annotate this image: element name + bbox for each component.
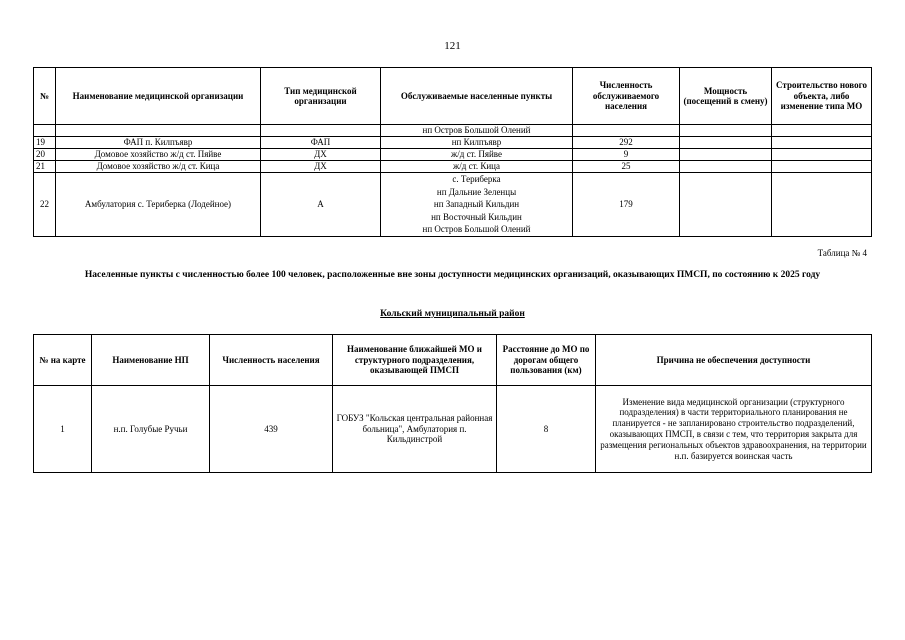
- cell-number: 20: [34, 149, 56, 161]
- settlement-line: нп Восточный Кильдин: [431, 211, 522, 222]
- col-header-reason: Причина не обеспечения доступности: [596, 335, 872, 386]
- medical-organizations-table: [33, 67, 872, 237]
- table-row: [34, 386, 872, 473]
- cell-org-name: Домовое хозяйство ж/д ст. Пяйве: [56, 149, 261, 161]
- settlement-line: нп Остров Большой Олений: [422, 224, 531, 235]
- col-header-nearest-mo: Наименование ближайшей МО и структурного подразделения, оказывающей ПМСП: [333, 335, 497, 386]
- cell-construction: [772, 125, 872, 137]
- cell-population: 439: [210, 386, 333, 473]
- cell-org-type: [261, 125, 381, 137]
- cell-settlement-name: н.п. Голубые Ручьи: [92, 386, 210, 473]
- cell-population: 179: [573, 173, 680, 237]
- cell-org-type: ДХ: [261, 149, 381, 161]
- cell-number: 22: [34, 173, 56, 237]
- col-header-org-name: Наименование медицинской организации: [56, 68, 261, 125]
- page-number: 121: [444, 40, 461, 52]
- cell-capacity: [680, 149, 772, 161]
- cell-capacity: [680, 173, 772, 237]
- table-caption: Таблица № 4: [817, 248, 867, 258]
- cell-org-name: [56, 125, 261, 137]
- col-header-distance: Расстояние до МО по дорогам общего пользования (км): [497, 335, 596, 386]
- cell-org-name: Домовое хозяйство ж/д ст. Кица: [56, 161, 261, 173]
- col-header-settlement-name: Наименование НП: [92, 335, 210, 386]
- col-header-map-number: № на карте: [34, 335, 92, 386]
- cell-reason: Изменение вида медицинской организации (структурного подразделения) в части территориального планирования не планируется - не запланировано строительство подразделений, оказывающих ПМСП, в связи с тем, что территория закрыта для размещения региональных объектов здравоохранения, на территории н.п. базируется воинская часть: [596, 386, 872, 473]
- settlement-line: нп Западный Кильдин: [433, 199, 520, 210]
- col-header-population: Численность населения: [210, 335, 333, 386]
- cell-construction: [772, 137, 872, 149]
- settlements-outside-access-table: [33, 334, 872, 473]
- cell-nearest-mo: ГОБУЗ "Кольская центральная районная больница", Амбулатория п. Кильдинстрой: [333, 386, 497, 473]
- cell-number: 21: [34, 161, 56, 173]
- table-row: [34, 161, 872, 173]
- cell-population: [573, 125, 680, 137]
- cell-capacity: [680, 137, 772, 149]
- section-heading: Населенные пункты с численностью более 100 человек, расположенные вне зоны доступности медицинских организаций, оказывающих ПМСП, по состоянию к 2025 году: [84, 270, 821, 280]
- col-header-capacity: Мощность (посещений в смену): [680, 68, 772, 125]
- cell-org-type: А: [261, 173, 381, 237]
- table-row: [34, 125, 872, 137]
- cell-settlements: [381, 173, 573, 237]
- cell-construction: [772, 173, 872, 237]
- cell-capacity: [680, 161, 772, 173]
- cell-construction: [772, 149, 872, 161]
- table-header-row: [34, 335, 872, 386]
- cell-org-type: ФАП: [261, 137, 381, 149]
- cell-settlements: ж/д ст. Пяйве: [381, 149, 573, 161]
- cell-number: 19: [34, 137, 56, 149]
- cell-population: 292: [573, 137, 680, 149]
- col-header-number: №: [34, 68, 56, 125]
- cell-population: 25: [573, 161, 680, 173]
- cell-number: [34, 125, 56, 137]
- cell-population: 9: [573, 149, 680, 161]
- settlement-line: с. Териберка: [452, 174, 501, 185]
- cell-org-name: ФАП п. Килпъявр: [56, 137, 261, 149]
- cell-capacity: [680, 125, 772, 137]
- cell-org-type: ДХ: [261, 161, 381, 173]
- cell-construction: [772, 161, 872, 173]
- table-row: [34, 137, 872, 149]
- cell-map-number: 1: [34, 386, 92, 473]
- col-header-population: Численность обслуживаемого населения: [573, 68, 680, 125]
- cell-distance: 8: [497, 386, 596, 473]
- col-header-settlements: Обслуживаемые населенные пункты: [381, 68, 573, 125]
- table-header-row: [34, 68, 872, 125]
- col-header-org-type: Тип медицинской организации: [261, 68, 381, 125]
- table-row: [34, 149, 872, 161]
- table-row: [34, 173, 872, 237]
- cell-settlements: ж/д ст. Кица: [381, 161, 573, 173]
- settlement-line: нп Дальние Зеленцы: [436, 186, 517, 197]
- cell-settlements: нп Килпъявр: [381, 137, 573, 149]
- district-title: Кольский муниципальный район: [380, 309, 525, 319]
- cell-settlements: нп Остров Большой Олений: [381, 125, 573, 137]
- col-header-construction: Строительство нового объекта, либо изменение типа МО: [772, 68, 872, 125]
- cell-org-name: Амбулатория с. Териберка (Лодейное): [56, 173, 261, 237]
